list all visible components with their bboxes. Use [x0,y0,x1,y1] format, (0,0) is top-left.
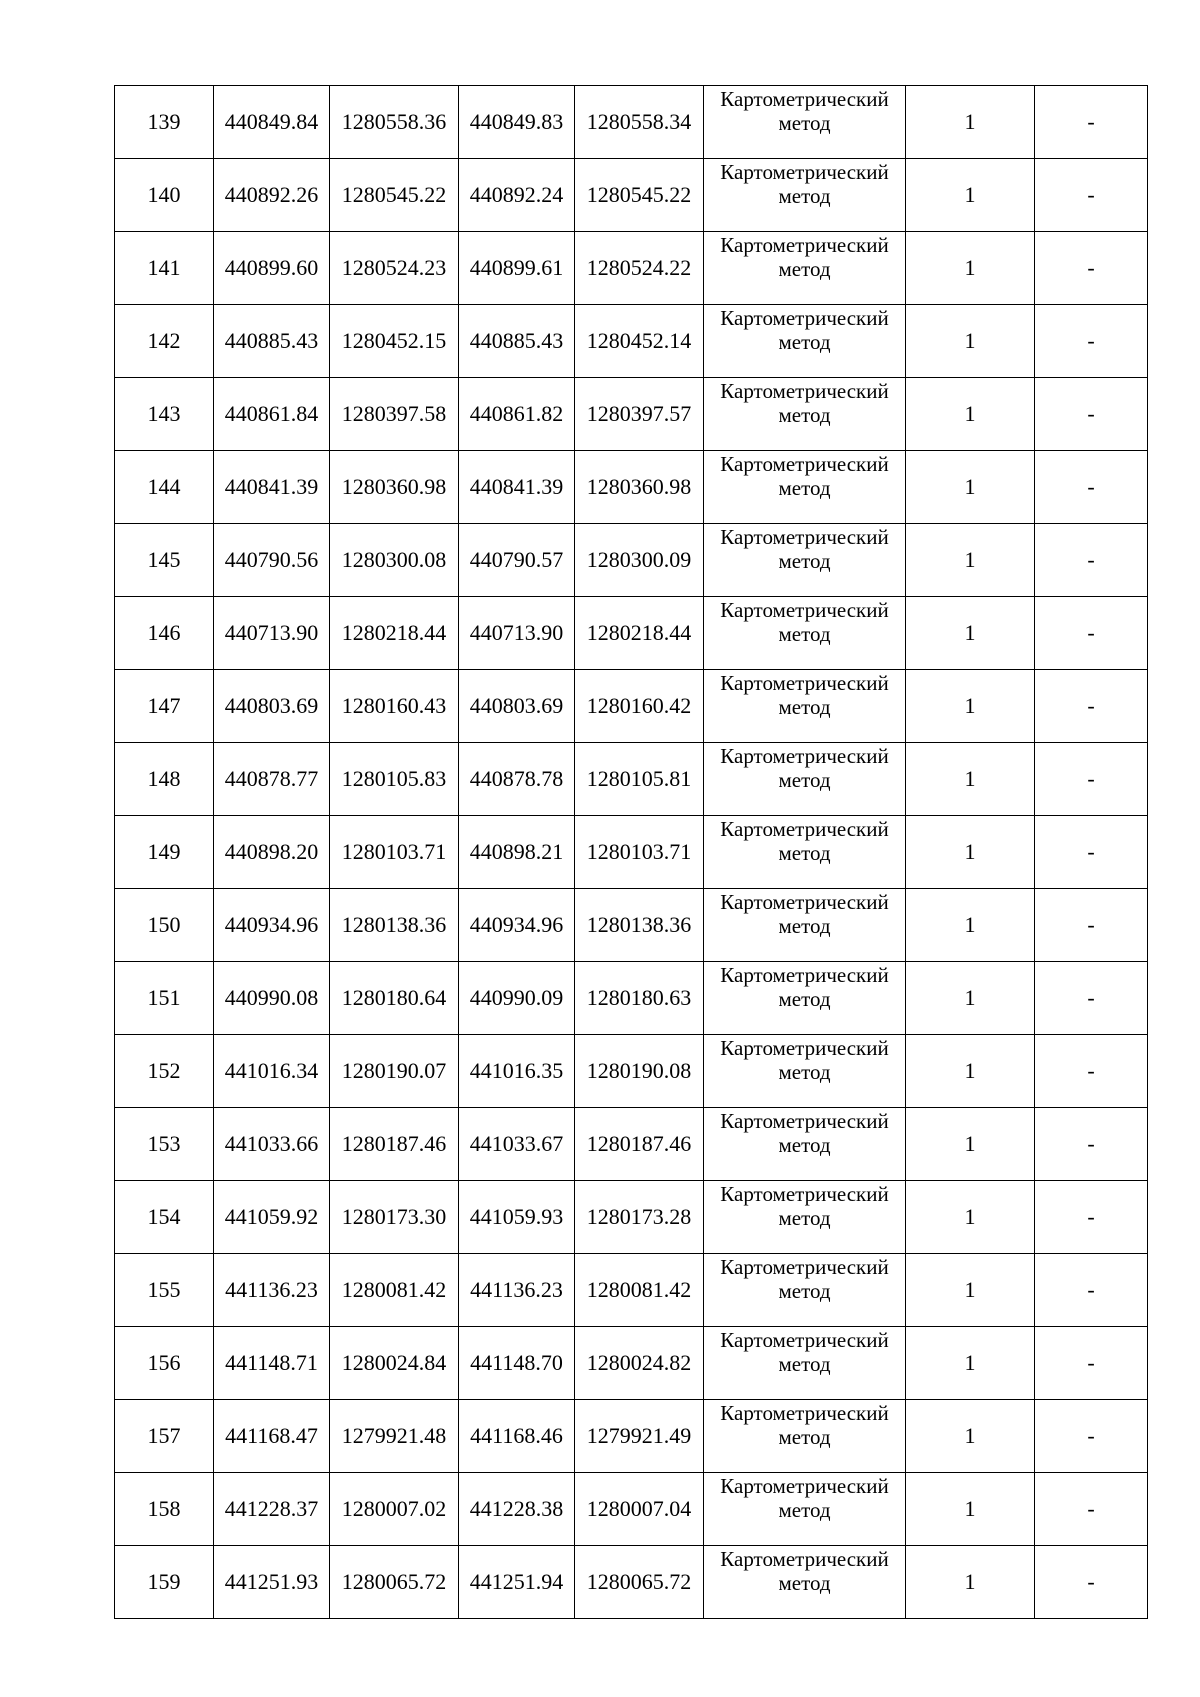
cell-x-existing: 440885.43 [214,305,330,378]
method-line-2: метод [778,548,831,573]
cell-y-existing: 1280173.30 [330,1181,459,1254]
cell-x-existing: 441251.93 [214,1546,330,1619]
method-line-1: Картометрический [720,160,889,184]
table-row [115,1473,1148,1546]
cell-y-refined: 1280187.46 [575,1108,704,1181]
cell-accuracy: 1 [906,962,1035,1035]
cell-y-existing: 1280452.15 [330,305,459,378]
method-line-1: Картометрический [720,233,889,257]
cell-y-existing: 1280081.42 [330,1254,459,1327]
cell-x-existing: 440892.26 [214,159,330,232]
cell-x-refined: 441016.35 [459,1035,575,1108]
cell-accuracy: 1 [906,1108,1035,1181]
cell-accuracy: 1 [906,1181,1035,1254]
cell-x-refined: 440990.09 [459,962,575,1035]
cell-y-existing: 1280180.64 [330,962,459,1035]
cell-y-existing: 1280007.02 [330,1473,459,1546]
cell-x-refined: 440885.43 [459,305,575,378]
cell-point-number: 146 [115,597,214,670]
cell-accuracy: 1 [906,1327,1035,1400]
cell-note: - [1035,305,1148,378]
cell-y-refined: 1280065.72 [575,1546,704,1619]
cell-accuracy: 1 [906,670,1035,743]
cell-method [704,1181,906,1254]
cell-x-refined: 440841.39 [459,451,575,524]
cell-x-existing: 441016.34 [214,1035,330,1108]
table-row [115,1546,1148,1619]
cell-y-existing: 1280105.83 [330,743,459,816]
table-row [115,962,1148,1035]
cell-method [704,1108,906,1181]
cell-x-refined: 441228.38 [459,1473,575,1546]
table-row [115,1108,1148,1181]
cell-y-existing: 1279921.48 [330,1400,459,1473]
cell-accuracy: 1 [906,232,1035,305]
cell-x-existing: 441033.66 [214,1108,330,1181]
cell-x-refined: 440934.96 [459,889,575,962]
cell-y-refined: 1280218.44 [575,597,704,670]
cell-x-existing: 440841.39 [214,451,330,524]
cell-x-refined: 441148.70 [459,1327,575,1400]
cell-y-existing: 1280160.43 [330,670,459,743]
method-line-2: метод [778,183,831,208]
cell-note: - [1035,816,1148,889]
cell-y-refined: 1280360.98 [575,451,704,524]
cell-x-existing: 440899.60 [214,232,330,305]
method-line-1: Картометрический [720,379,889,403]
cell-point-number: 158 [115,1473,214,1546]
method-line-1: Картометрический [720,452,889,476]
method-line-2: метод [778,913,831,938]
cell-point-number: 145 [115,524,214,597]
cell-method [704,670,906,743]
cell-x-refined: 441251.94 [459,1546,575,1619]
cell-note: - [1035,743,1148,816]
method-line-2: метод [778,694,831,719]
cell-x-existing: 440803.69 [214,670,330,743]
cell-y-refined: 1280180.63 [575,962,704,1035]
cell-y-existing: 1280190.07 [330,1035,459,1108]
cell-method [704,524,906,597]
method-line-1: Картометрический [720,1474,889,1498]
cell-x-refined: 441168.46 [459,1400,575,1473]
cell-x-refined: 440803.69 [459,670,575,743]
cell-x-existing: 441136.23 [214,1254,330,1327]
cell-method [704,159,906,232]
cell-method [704,743,906,816]
cell-y-existing: 1280065.72 [330,1546,459,1619]
table-row [115,743,1148,816]
cell-accuracy: 1 [906,86,1035,159]
table-row [115,232,1148,305]
cell-y-refined: 1280452.14 [575,305,704,378]
cell-x-refined: 440849.83 [459,86,575,159]
cell-note: - [1035,670,1148,743]
cell-method [704,1473,906,1546]
cell-y-existing: 1280397.58 [330,378,459,451]
cell-y-existing: 1280138.36 [330,889,459,962]
table-row [115,1327,1148,1400]
cell-accuracy: 1 [906,743,1035,816]
table-row [115,159,1148,232]
cell-x-existing: 440898.20 [214,816,330,889]
cell-y-existing: 1280545.22 [330,159,459,232]
cell-note: - [1035,1254,1148,1327]
method-line-2: метод [778,767,831,792]
table-row [115,86,1148,159]
cell-point-number: 154 [115,1181,214,1254]
cell-point-number: 150 [115,889,214,962]
cell-x-refined: 441136.23 [459,1254,575,1327]
table-row [115,1400,1148,1473]
cell-x-existing: 440990.08 [214,962,330,1035]
method-line-1: Картометрический [720,890,889,914]
method-line-1: Картометрический [720,1547,889,1571]
cell-x-refined: 441033.67 [459,1108,575,1181]
method-line-2: метод [778,329,831,354]
cell-note: - [1035,1035,1148,1108]
method-line-2: метод [778,621,831,646]
cell-accuracy: 1 [906,1254,1035,1327]
cell-method [704,962,906,1035]
cell-accuracy: 1 [906,159,1035,232]
cell-accuracy: 1 [906,305,1035,378]
cell-method [704,597,906,670]
table-row [115,1254,1148,1327]
cell-x-refined: 440899.61 [459,232,575,305]
method-line-2: метод [778,110,831,135]
method-line-2: метод [778,402,831,427]
cell-point-number: 155 [115,1254,214,1327]
table-row [115,305,1148,378]
cell-note: - [1035,378,1148,451]
cell-note: - [1035,86,1148,159]
cell-point-number: 151 [115,962,214,1035]
cell-method [704,1035,906,1108]
cell-point-number: 147 [115,670,214,743]
table-body [115,86,1148,1619]
cell-note: - [1035,962,1148,1035]
cell-y-existing: 1280218.44 [330,597,459,670]
cell-note: - [1035,1181,1148,1254]
table-row [115,597,1148,670]
cell-x-refined: 440790.57 [459,524,575,597]
cell-y-refined: 1280160.42 [575,670,704,743]
cell-method [704,86,906,159]
cell-note: - [1035,232,1148,305]
method-line-1: Картометрический [720,1255,889,1279]
cell-point-number: 157 [115,1400,214,1473]
cell-y-refined: 1280524.22 [575,232,704,305]
cell-y-refined: 1280173.28 [575,1181,704,1254]
cell-accuracy: 1 [906,1035,1035,1108]
cell-x-refined: 440861.82 [459,378,575,451]
method-line-1: Картометрический [720,1182,889,1206]
cell-x-existing: 440934.96 [214,889,330,962]
cell-method [704,889,906,962]
method-line-1: Картометрический [720,671,889,695]
cell-x-existing: 440849.84 [214,86,330,159]
cell-point-number: 139 [115,86,214,159]
table-row [115,451,1148,524]
cell-x-existing: 441148.71 [214,1327,330,1400]
cell-method [704,451,906,524]
cell-accuracy: 1 [906,1546,1035,1619]
cell-note: - [1035,597,1148,670]
cell-y-existing: 1280024.84 [330,1327,459,1400]
method-line-1: Картометрический [720,598,889,622]
cell-point-number: 153 [115,1108,214,1181]
table-row [115,670,1148,743]
method-line-1: Картометрический [720,525,889,549]
cell-y-existing: 1280558.36 [330,86,459,159]
cell-x-existing: 440790.56 [214,524,330,597]
method-line-2: метод [778,1059,831,1084]
cell-note: - [1035,1327,1148,1400]
cell-y-refined: 1280397.57 [575,378,704,451]
cell-y-refined: 1280138.36 [575,889,704,962]
cell-y-refined: 1280545.22 [575,159,704,232]
cell-x-existing: 441059.92 [214,1181,330,1254]
cell-x-refined: 440878.78 [459,743,575,816]
cell-method [704,305,906,378]
cell-point-number: 152 [115,1035,214,1108]
table-row [115,816,1148,889]
cell-point-number: 140 [115,159,214,232]
cell-method [704,378,906,451]
cell-x-existing: 441228.37 [214,1473,330,1546]
cell-method [704,1254,906,1327]
cell-y-existing: 1280524.23 [330,232,459,305]
method-line-1: Картометрический [720,1401,889,1425]
cell-y-refined: 1280103.71 [575,816,704,889]
method-line-2: метод [778,840,831,865]
method-line-2: метод [778,1497,831,1522]
cell-x-existing: 440878.77 [214,743,330,816]
cell-note: - [1035,524,1148,597]
cell-note: - [1035,1473,1148,1546]
cell-accuracy: 1 [906,597,1035,670]
cell-method [704,1327,906,1400]
cell-point-number: 144 [115,451,214,524]
cell-y-refined: 1280300.09 [575,524,704,597]
cell-note: - [1035,1400,1148,1473]
method-line-1: Картометрический [720,306,889,330]
cell-y-existing: 1280300.08 [330,524,459,597]
method-line-1: Картометрический [720,963,889,987]
cell-x-refined: 440898.21 [459,816,575,889]
cell-point-number: 141 [115,232,214,305]
cell-note: - [1035,1108,1148,1181]
cell-x-existing: 441168.47 [214,1400,330,1473]
cell-y-existing: 1280103.71 [330,816,459,889]
cell-method [704,816,906,889]
cell-note: - [1035,1546,1148,1619]
cell-x-refined: 440892.24 [459,159,575,232]
cell-accuracy: 1 [906,1473,1035,1546]
method-line-1: Картометрический [720,744,889,768]
cell-y-existing: 1280360.98 [330,451,459,524]
cell-note: - [1035,159,1148,232]
cell-point-number: 159 [115,1546,214,1619]
cell-x-refined: 441059.93 [459,1181,575,1254]
method-line-1: Картометрический [720,1036,889,1060]
cell-accuracy: 1 [906,524,1035,597]
cell-method [704,1400,906,1473]
cell-x-existing: 440713.90 [214,597,330,670]
cell-accuracy: 1 [906,889,1035,962]
table-row [115,1035,1148,1108]
cell-y-refined: 1280558.34 [575,86,704,159]
cell-y-refined: 1280081.42 [575,1254,704,1327]
method-line-1: Картометрический [720,1328,889,1352]
cell-accuracy: 1 [906,816,1035,889]
method-line-2: метод [778,1205,831,1230]
table-row [115,1181,1148,1254]
method-line-2: метод [778,256,831,281]
cell-x-refined: 440713.90 [459,597,575,670]
cell-point-number: 156 [115,1327,214,1400]
cell-accuracy: 1 [906,378,1035,451]
cell-note: - [1035,451,1148,524]
cell-y-refined: 1280024.82 [575,1327,704,1400]
cell-point-number: 143 [115,378,214,451]
table-row [115,378,1148,451]
method-line-2: метод [778,1132,831,1157]
cell-method [704,1546,906,1619]
cell-y-refined: 1280007.04 [575,1473,704,1546]
cell-note: - [1035,889,1148,962]
cell-accuracy: 1 [906,1400,1035,1473]
cell-point-number: 148 [115,743,214,816]
method-line-2: метод [778,986,831,1011]
cell-method [704,232,906,305]
cell-point-number: 149 [115,816,214,889]
cell-y-refined: 1280190.08 [575,1035,704,1108]
method-line-2: метод [778,1424,831,1449]
method-line-2: метод [778,1351,831,1376]
method-line-2: метод [778,1278,831,1303]
coordinates-table [114,85,1148,1619]
cell-accuracy: 1 [906,451,1035,524]
cell-y-existing: 1280187.46 [330,1108,459,1181]
method-line-1: Картометрический [720,1109,889,1133]
cell-x-existing: 440861.84 [214,378,330,451]
table-row [115,524,1148,597]
cell-point-number: 142 [115,305,214,378]
cell-y-refined: 1279921.49 [575,1400,704,1473]
cell-y-refined: 1280105.81 [575,743,704,816]
method-line-2: метод [778,1570,831,1595]
table-row [115,889,1148,962]
method-line-1: Картометрический [720,87,889,111]
method-line-1: Картометрический [720,817,889,841]
method-line-2: метод [778,475,831,500]
